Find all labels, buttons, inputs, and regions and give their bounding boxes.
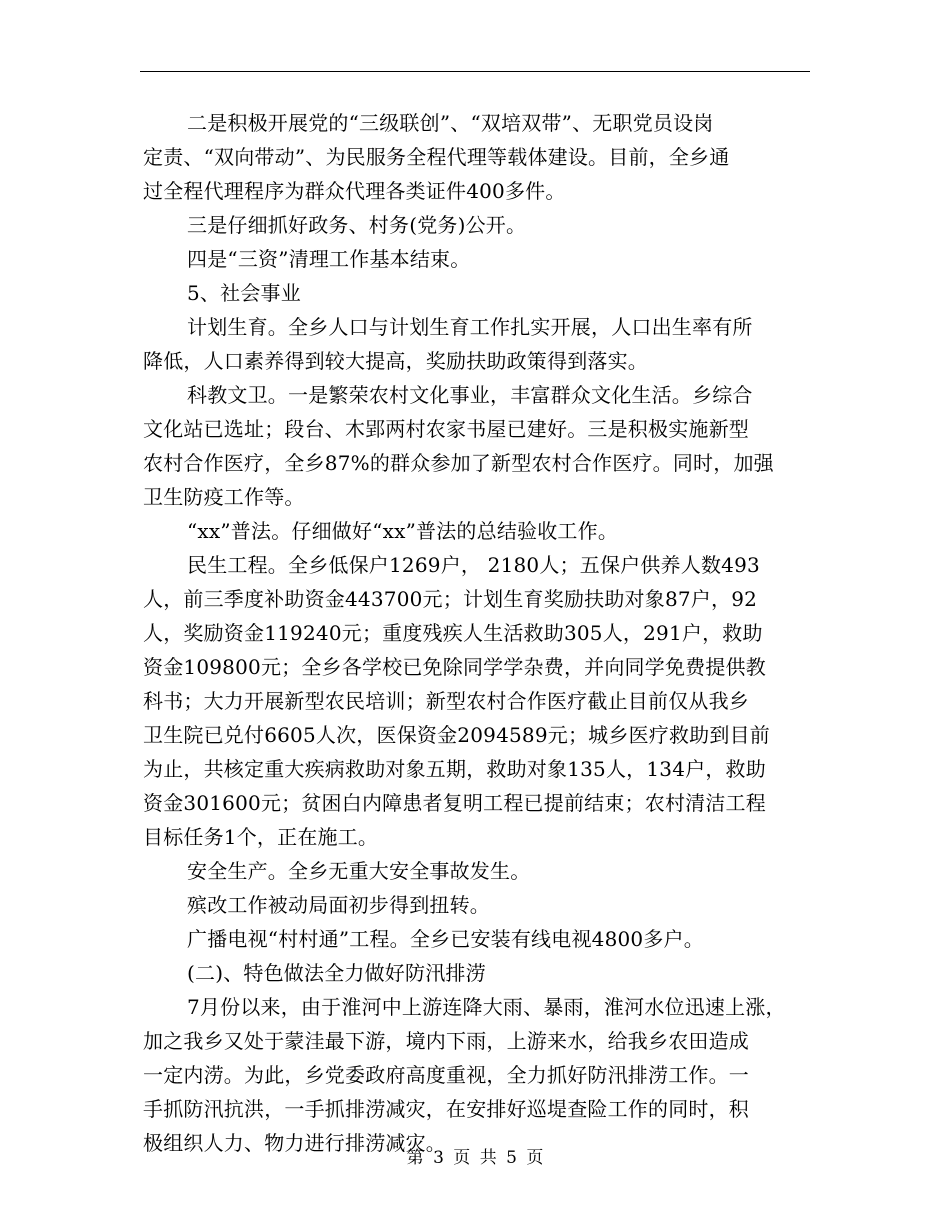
paragraph-first-line: “xx”普法。仔细做好“xx”普法的总结验收工作。 <box>187 519 619 543</box>
paragraph-line: 人，奖励资金119240元；重度残疾人生活救助305人，291户，救助 <box>143 621 763 645</box>
paragraph-first-line: (二)、特色做法全力做好防汛排涝 <box>187 961 486 985</box>
paragraph-first-line: 科教文卫。一是繁荣农村文化事业，丰富群众文化生活。乡综合 <box>187 383 753 407</box>
paragraph-line: 卫生院已兑付6605人次，医保资金2094589元；城乡医疗救助到目前 <box>143 723 770 747</box>
paragraph-first-line: 7月份以来，由于淮河中上游连降大雨、暴雨，淮河水位迅速上涨， <box>187 995 786 1019</box>
document-body <box>143 106 813 1160</box>
paragraph-line: 目标任务1个，正在施工。 <box>143 825 379 849</box>
paragraph-line: 农村合作医疗，全乡87%的群众参加了新型农村合作医疗。同时，加强 <box>143 451 774 475</box>
paragraph-line: 降低，人口素养得到较大提高，奖励扶助政策得到落实。 <box>143 349 648 373</box>
paragraph-line: 人，前三季度补助资金443700元；计划生育奖励扶助对象87户，92 <box>143 587 758 611</box>
paragraph-line: 文化站已选址；段台、木郢两村农家书屋已建好。三是积极实施新型 <box>143 417 749 441</box>
paragraph-line: 为止，共核定重大疾病救助对象五期，救助对象135人，134户，救助 <box>143 757 766 781</box>
paragraph-line: 资金109800元；全乡各学校已免除同学学杂费，并向同学免费提供教 <box>143 655 766 679</box>
header-rule <box>140 71 810 72</box>
paragraph-first-line: 广播电视“村村通”工程。全乡已安装有线电视4800多户。 <box>187 927 704 951</box>
paragraph-line: 科书；大力开展新型农民培训；新型农村合作医疗截止目前仅从我乡 <box>143 689 749 713</box>
paragraph-line: 加之我乡又处于蒙洼最下游，境内下雨，上游来水，给我乡农田造成 <box>143 1029 749 1053</box>
paragraph-line: 手抓防汛抗洪，一手抓排涝减灾，在安排好巡堤查险工作的同时，积 <box>143 1097 749 1121</box>
paragraph-first-line: 计划生育。全乡人口与计划生育工作扎实开展，人口出生率有所 <box>187 315 753 339</box>
paragraph-line: 资金301600元；贫困白内障患者复明工程已提前结束；农村清洁工程 <box>143 791 766 815</box>
paragraph-line: 卫生防疫工作等。 <box>143 485 305 509</box>
paragraph-line: 定责、“双向带动”、为民服务全程代理等载体建设。目前，全乡通 <box>143 145 730 169</box>
paragraph-first-line: 二是积极开展党的“三级联创”、“双培双带”、无职党员设岗 <box>187 111 714 135</box>
paragraph-first-line: 安全生产。全乡无重大安全事故发生。 <box>187 859 531 883</box>
paragraph-first-line: 殡改工作被动局面初步得到扭转。 <box>187 893 490 917</box>
paragraph-first-line: 民生工程。全乡低保户1269户， 2180人；五保户供养人数493 <box>187 553 760 577</box>
paragraph-line: 极组织人力、物力进行排涝减灾。 <box>143 1131 446 1155</box>
paragraph-first-line: 四是“三资”清理工作基本结束。 <box>187 247 471 271</box>
paragraph-first-line: 5、社会事业 <box>187 281 301 305</box>
paragraph-line: 过全程代理程序为群众代理各类证件400多件。 <box>143 179 566 203</box>
page-footer: 第 3 页 共 5 页 <box>406 1148 544 1168</box>
paragraph-first-line: 三是仔细抓好政务、村务(党务)公开。 <box>187 213 527 237</box>
paragraph-line: 一定内涝。为此，乡党委政府高度重视，全力抓好防汛排涝工作。一 <box>143 1063 749 1087</box>
